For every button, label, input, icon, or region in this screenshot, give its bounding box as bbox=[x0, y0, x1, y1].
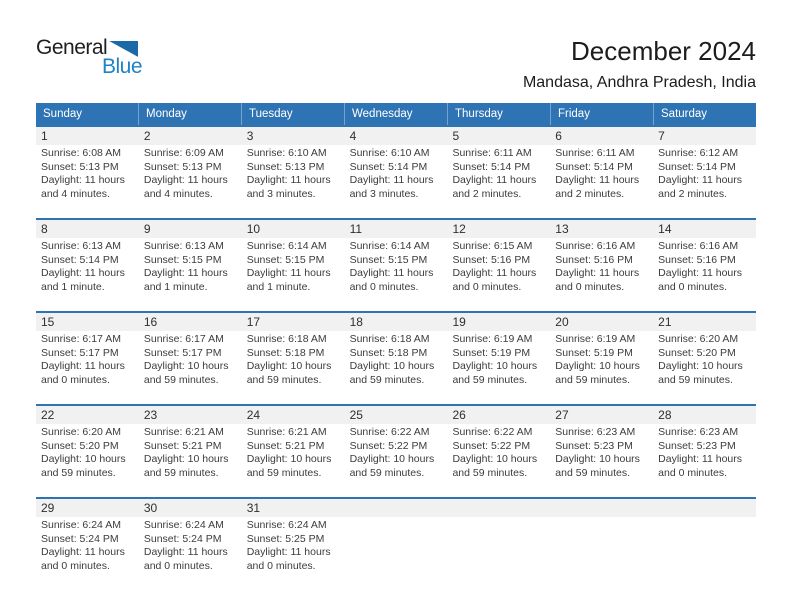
logo-text-general: General bbox=[36, 36, 108, 59]
day-cell bbox=[139, 517, 242, 590]
day-cell bbox=[242, 238, 345, 311]
day-cell bbox=[36, 424, 139, 497]
sunrise-text: Sunrise: 6:13 AM bbox=[41, 240, 121, 252]
day-number-empty bbox=[653, 499, 756, 517]
day-number: 19 bbox=[452, 315, 466, 329]
sunrise-text: Sunrise: 6:24 AM bbox=[41, 519, 121, 531]
day-number: 26 bbox=[452, 408, 466, 422]
daylight-text: Daylight: 10 hours and 59 minutes. bbox=[143, 453, 229, 479]
daylight-text: Daylight: 10 hours and 59 minutes. bbox=[246, 453, 332, 479]
day-cell bbox=[653, 145, 756, 218]
day-number: 15 bbox=[41, 315, 55, 329]
day-number: 12 bbox=[452, 222, 466, 236]
day-number: 28 bbox=[658, 408, 672, 422]
day-number: 5 bbox=[452, 129, 460, 143]
daylight-text: Daylight: 11 hours and 0 minutes. bbox=[143, 546, 228, 572]
day-cell bbox=[139, 238, 242, 311]
day-details-row bbox=[36, 238, 756, 311]
sunset-text: Sunset: 5:22 PM bbox=[349, 439, 428, 452]
daylight-text: Daylight: 10 hours and 59 minutes. bbox=[143, 360, 229, 386]
sunset-text: Sunset: 5:15 PM bbox=[246, 253, 325, 266]
title-block bbox=[523, 36, 756, 92]
day-cell bbox=[36, 145, 139, 218]
day-number: 9 bbox=[143, 222, 151, 236]
daylight-text: Daylight: 11 hours and 0 minutes. bbox=[41, 360, 125, 386]
daylight-text: Daylight: 10 hours and 59 minutes. bbox=[349, 453, 435, 479]
day-number: 18 bbox=[349, 315, 363, 329]
daylight-text: Daylight: 11 hours and 0 minutes. bbox=[658, 453, 743, 479]
daylight-text: Daylight: 10 hours and 59 minutes. bbox=[349, 360, 435, 386]
day-number: 30 bbox=[143, 501, 158, 515]
day-cell-empty bbox=[345, 517, 448, 590]
calendar-table bbox=[36, 103, 756, 590]
week-row bbox=[36, 218, 756, 311]
sunrise-text: Sunrise: 6:08 AM bbox=[41, 147, 121, 159]
daylight-text: Daylight: 10 hours and 59 minutes. bbox=[658, 360, 743, 386]
day-number: 14 bbox=[658, 222, 672, 236]
week-row bbox=[36, 125, 756, 218]
day-number: 21 bbox=[658, 315, 672, 329]
day-details-row bbox=[36, 424, 756, 497]
day-cell bbox=[550, 238, 653, 311]
day-cell bbox=[242, 424, 345, 497]
sunset-text: Sunset: 5:21 PM bbox=[143, 439, 222, 452]
day-number: 27 bbox=[555, 408, 569, 422]
sunset-text: Sunset: 5:16 PM bbox=[452, 253, 531, 266]
daylight-text: Daylight: 10 hours and 59 minutes. bbox=[452, 453, 538, 479]
day-cell bbox=[345, 145, 448, 218]
day-cell bbox=[447, 331, 550, 404]
day-cell bbox=[345, 331, 448, 404]
day-number: 1 bbox=[41, 129, 48, 143]
weekday-sunday: Sunday bbox=[43, 108, 83, 120]
sunset-text: Sunset: 5:14 PM bbox=[658, 160, 736, 173]
sunset-text: Sunset: 5:19 PM bbox=[555, 346, 633, 359]
sunrise-text: Sunrise: 6:16 AM bbox=[555, 240, 636, 252]
sunrise-text: Sunrise: 6:22 AM bbox=[349, 426, 430, 438]
sunset-text: Sunset: 5:25 PM bbox=[246, 532, 325, 545]
day-cell bbox=[653, 424, 756, 497]
day-number-band bbox=[36, 313, 756, 331]
sunrise-text: Sunrise: 6:19 AM bbox=[555, 333, 636, 345]
weekday-header-row bbox=[36, 103, 756, 125]
day-number: 29 bbox=[41, 501, 55, 515]
daylight-text: Daylight: 11 hours and 0 minutes. bbox=[555, 267, 640, 293]
day-cell bbox=[550, 145, 653, 218]
sunrise-text: Sunrise: 6:11 AM bbox=[452, 147, 532, 159]
day-cell bbox=[550, 424, 653, 497]
day-cell bbox=[139, 424, 242, 497]
daylight-text: Daylight: 11 hours and 0 minutes. bbox=[452, 267, 537, 293]
sunset-text: Sunset: 5:14 PM bbox=[349, 160, 428, 173]
sunrise-text: Sunrise: 6:15 AM bbox=[452, 240, 533, 252]
daylight-text: Daylight: 11 hours and 0 minutes. bbox=[658, 267, 743, 293]
daylight-text: Daylight: 10 hours and 59 minutes. bbox=[452, 360, 538, 386]
sunset-text: Sunset: 5:13 PM bbox=[246, 160, 325, 173]
sunrise-text: Sunrise: 6:16 AM bbox=[658, 240, 739, 252]
sunrise-text: Sunrise: 6:20 AM bbox=[41, 426, 121, 438]
sunrise-text: Sunrise: 6:18 AM bbox=[246, 333, 327, 345]
sunset-text: Sunset: 5:13 PM bbox=[41, 160, 119, 173]
week-row bbox=[36, 311, 756, 404]
sunrise-text: Sunrise: 6:14 AM bbox=[349, 240, 430, 252]
week-row bbox=[36, 404, 756, 497]
day-cell bbox=[36, 331, 139, 404]
week-row bbox=[36, 497, 756, 590]
day-number: 23 bbox=[143, 408, 158, 422]
page-title: December 2024 bbox=[571, 36, 756, 66]
daylight-text: Daylight: 11 hours and 3 minutes. bbox=[246, 174, 331, 200]
day-number: 31 bbox=[246, 501, 261, 515]
day-number-band bbox=[36, 499, 756, 517]
sunset-text: Sunset: 5:24 PM bbox=[143, 532, 222, 545]
sunrise-text: Sunrise: 6:23 AM bbox=[555, 426, 636, 438]
daylight-text: Daylight: 11 hours and 3 minutes. bbox=[349, 174, 434, 200]
day-cell bbox=[242, 145, 345, 218]
weekday-saturday: Saturday bbox=[653, 103, 756, 125]
daylight-text: Daylight: 11 hours and 0 minutes. bbox=[246, 546, 331, 572]
day-cell bbox=[447, 238, 550, 311]
sunset-text: Sunset: 5:16 PM bbox=[658, 253, 736, 266]
day-number-band bbox=[36, 406, 756, 424]
daylight-text: Daylight: 11 hours and 2 minutes. bbox=[555, 174, 640, 200]
daylight-text: Daylight: 11 hours and 4 minutes. bbox=[143, 174, 228, 200]
day-cell bbox=[653, 331, 756, 404]
sunset-text: Sunset: 5:18 PM bbox=[349, 346, 428, 359]
sunset-text: Sunset: 5:22 PM bbox=[452, 439, 531, 452]
day-cell-empty bbox=[653, 517, 756, 590]
sunrise-text: Sunrise: 6:09 AM bbox=[143, 147, 224, 159]
sunrise-text: Sunrise: 6:24 AM bbox=[246, 519, 327, 531]
sunrise-text: Sunrise: 6:10 AM bbox=[246, 147, 327, 159]
sunset-text: Sunset: 5:19 PM bbox=[452, 346, 531, 359]
day-number-band bbox=[36, 220, 756, 238]
sunrise-text: Sunrise: 6:14 AM bbox=[246, 240, 327, 252]
sunrise-text: Sunrise: 6:18 AM bbox=[349, 333, 430, 345]
daylight-text: Daylight: 11 hours and 1 minute. bbox=[246, 267, 331, 293]
sunrise-text: Sunrise: 6:22 AM bbox=[452, 426, 533, 438]
daylight-text: Daylight: 10 hours and 59 minutes. bbox=[555, 453, 640, 479]
sunrise-text: Sunrise: 6:21 AM bbox=[246, 426, 327, 438]
sunset-text: Sunset: 5:15 PM bbox=[349, 253, 428, 266]
location-subtitle: Mandasa, Andhra Pradesh, India bbox=[522, 74, 756, 91]
daylight-text: Daylight: 10 hours and 59 minutes. bbox=[246, 360, 332, 386]
sunset-text: Sunset: 5:17 PM bbox=[41, 346, 119, 359]
weekday-monday: Monday bbox=[138, 103, 241, 125]
daylight-text: Daylight: 11 hours and 1 minute. bbox=[143, 267, 228, 293]
day-cell bbox=[447, 145, 550, 218]
day-number: 8 bbox=[41, 222, 48, 236]
sunrise-text: Sunrise: 6:21 AM bbox=[143, 426, 224, 438]
day-cell bbox=[242, 517, 345, 590]
daylight-text: Daylight: 11 hours and 0 minutes. bbox=[349, 267, 434, 293]
sunset-text: Sunset: 5:21 PM bbox=[246, 439, 325, 452]
sunset-text: Sunset: 5:18 PM bbox=[246, 346, 325, 359]
daylight-text: Daylight: 11 hours and 0 minutes. bbox=[41, 546, 125, 572]
daylight-text: Daylight: 10 hours and 59 minutes. bbox=[555, 360, 640, 386]
sunrise-text: Sunrise: 6:19 AM bbox=[452, 333, 533, 345]
general-blue-logo bbox=[36, 38, 142, 79]
day-number-empty bbox=[447, 499, 550, 517]
sunrise-text: Sunrise: 6:24 AM bbox=[143, 519, 224, 531]
sunset-text: Sunset: 5:14 PM bbox=[555, 160, 633, 173]
sunset-text: Sunset: 5:14 PM bbox=[41, 253, 119, 266]
day-cell bbox=[345, 424, 448, 497]
sunset-text: Sunset: 5:24 PM bbox=[41, 532, 119, 545]
day-details-row bbox=[36, 331, 756, 404]
day-number: 20 bbox=[555, 315, 569, 329]
day-number-empty bbox=[550, 499, 653, 517]
sunset-text: Sunset: 5:15 PM bbox=[143, 253, 222, 266]
day-cell-empty bbox=[550, 517, 653, 590]
weekday-wednesday: Wednesday bbox=[344, 103, 447, 125]
day-number: 24 bbox=[246, 408, 261, 422]
sunrise-text: Sunrise: 6:11 AM bbox=[555, 147, 635, 159]
day-number: 16 bbox=[143, 315, 158, 329]
day-number-empty bbox=[345, 499, 448, 517]
daylight-text: Daylight: 11 hours and 2 minutes. bbox=[658, 174, 743, 200]
weekday-friday: Friday bbox=[550, 103, 653, 125]
day-number: 10 bbox=[246, 222, 261, 236]
sunrise-text: Sunrise: 6:17 AM bbox=[41, 333, 121, 345]
day-cell bbox=[345, 238, 448, 311]
day-number: 2 bbox=[143, 129, 151, 143]
day-number: 25 bbox=[349, 408, 363, 422]
weekday-thursday: Thursday bbox=[447, 103, 550, 125]
day-number: 4 bbox=[349, 129, 357, 143]
day-number-band bbox=[36, 127, 756, 145]
sunset-text: Sunset: 5:23 PM bbox=[658, 439, 736, 452]
sunset-text: Sunset: 5:14 PM bbox=[452, 160, 531, 173]
daylight-text: Daylight: 11 hours and 4 minutes. bbox=[41, 174, 125, 200]
day-cell bbox=[447, 424, 550, 497]
day-cell bbox=[139, 145, 242, 218]
sunset-text: Sunset: 5:20 PM bbox=[41, 439, 119, 452]
day-cell bbox=[550, 331, 653, 404]
day-cell bbox=[139, 331, 242, 404]
sunrise-text: Sunrise: 6:23 AM bbox=[658, 426, 739, 438]
day-details-row bbox=[36, 517, 756, 590]
daylight-text: Daylight: 11 hours and 2 minutes. bbox=[452, 174, 537, 200]
daylight-text: Daylight: 11 hours and 1 minute. bbox=[41, 267, 125, 293]
day-number: 11 bbox=[349, 222, 363, 236]
logo-text-blue: Blue bbox=[102, 55, 143, 78]
weekday-tuesday: Tuesday bbox=[241, 103, 344, 125]
sunset-text: Sunset: 5:16 PM bbox=[555, 253, 633, 266]
day-cell bbox=[36, 238, 139, 311]
day-number: 7 bbox=[658, 129, 665, 143]
day-cell-empty bbox=[447, 517, 550, 590]
sunrise-text: Sunrise: 6:17 AM bbox=[143, 333, 224, 345]
sunset-text: Sunset: 5:23 PM bbox=[555, 439, 633, 452]
day-cell bbox=[653, 238, 756, 311]
sunrise-text: Sunrise: 6:12 AM bbox=[658, 147, 739, 159]
day-details-row bbox=[36, 145, 756, 218]
sunset-text: Sunset: 5:20 PM bbox=[658, 346, 736, 359]
day-number: 6 bbox=[555, 129, 562, 143]
day-cell bbox=[36, 517, 139, 590]
day-number: 17 bbox=[246, 315, 261, 329]
day-cell bbox=[242, 331, 345, 404]
day-number: 13 bbox=[555, 222, 569, 236]
day-number: 22 bbox=[41, 408, 55, 422]
sunset-text: Sunset: 5:17 PM bbox=[143, 346, 222, 359]
sunrise-text: Sunrise: 6:20 AM bbox=[658, 333, 739, 345]
day-number: 3 bbox=[246, 129, 254, 143]
sunset-text: Sunset: 5:13 PM bbox=[143, 160, 222, 173]
sunrise-text: Sunrise: 6:13 AM bbox=[143, 240, 224, 252]
daylight-text: Daylight: 10 hours and 59 minutes. bbox=[41, 453, 126, 479]
sunrise-text: Sunrise: 6:10 AM bbox=[349, 147, 430, 159]
calendar-weeks bbox=[36, 125, 756, 590]
